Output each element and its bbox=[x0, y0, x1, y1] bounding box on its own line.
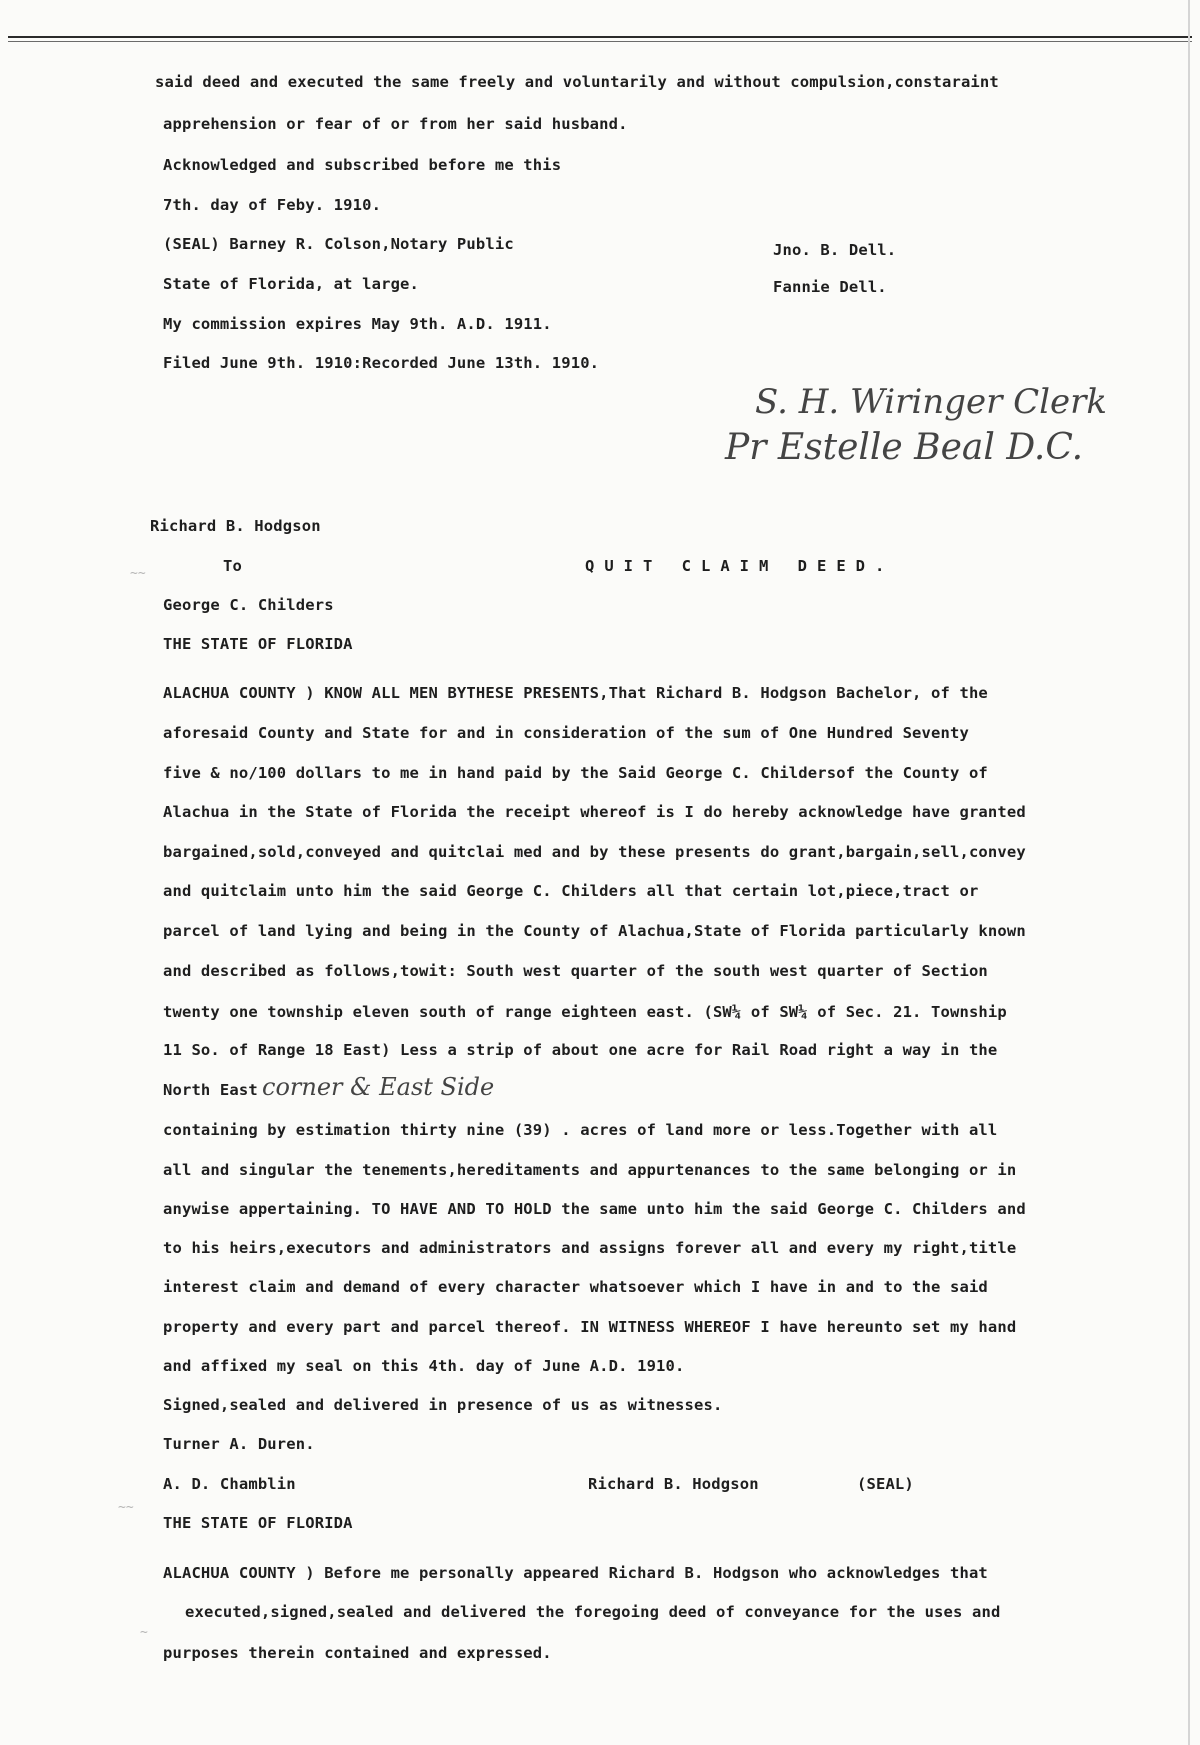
deed-body-line: five & no/100 dollars to me in hand paid by the Said George C. Childersof the County of bbox=[163, 764, 988, 782]
deed-body-line: twenty one township eleven south of range eighteen east. (SW¼ of SW¼ of Sec. 21. Township bbox=[163, 1003, 1007, 1021]
text-line: State of Florida, at large. bbox=[163, 275, 420, 293]
page-edge bbox=[1188, 0, 1190, 1745]
deed-body-line: Signed,sealed and delivered in presence of us as witnesses. bbox=[163, 1396, 723, 1414]
deed-body-line: property and every part and parcel thereof. IN WITNESS WHEREOF I have hereunto set my hand bbox=[163, 1318, 1017, 1336]
to-label: To bbox=[223, 557, 242, 575]
ack-body-line: executed,signed,sealed and delivered the foregoing deed of conveyance for the uses and bbox=[185, 1603, 1001, 1621]
clerk-signature: S. H. Wiringer Clerk bbox=[755, 382, 1108, 422]
deed-body-line: and described as follows,towit: South west quarter of the south west quarter of Section bbox=[163, 962, 988, 980]
deed-body-line: and affixed my seal on this 4th. day of June A.D. 1910. bbox=[163, 1357, 685, 1375]
signed-by-name: Richard B. Hodgson bbox=[588, 1475, 759, 1493]
deed-body-line: 11 So. of Range 18 East) Less a strip of about one acre for Rail Road right a way in the bbox=[163, 1041, 998, 1059]
seal-mark: (SEAL) bbox=[857, 1475, 914, 1493]
text-line: apprehension or fear of or from her said husband. bbox=[163, 115, 628, 133]
text-line: 7th. day of Feby. 1910. bbox=[163, 196, 382, 214]
deed-body-line: and quitclaim unto him the said George C. Childers all that certain lot,piece,tract or bbox=[163, 882, 979, 900]
ack-body-line: ALACHUA COUNTY ) Before me personally appeared Richard B. Hodgson who acknowledges that bbox=[163, 1564, 988, 1582]
bleed-through-mark: ~~ bbox=[130, 566, 146, 581]
signer-name: Fannie Dell. bbox=[773, 278, 887, 296]
deed-body-line: all and singular the tenements,hereditaments and appurtenances to the same belonging or in bbox=[163, 1161, 1017, 1179]
north-east-label: North East bbox=[163, 1081, 258, 1099]
grantor-name: Richard B. Hodgson bbox=[150, 517, 321, 535]
deed-body-line: containing by estimation thirty nine (39) . acres of land more or less.Together with all bbox=[163, 1121, 998, 1139]
grantee-name: George C. Childers bbox=[163, 596, 334, 614]
witness-name: A. D. Chamblin bbox=[163, 1475, 296, 1493]
bleed-through-mark: ~ bbox=[140, 1625, 148, 1640]
deed-body-line: to his heirs,executors and administrators and assigns forever all and every my right,title bbox=[163, 1239, 1017, 1257]
text-line: said deed and executed the same freely and voluntarily and without compulsion,constaraint bbox=[155, 73, 999, 91]
state-heading: THE STATE OF FLORIDA bbox=[163, 635, 353, 653]
deed-body-line: aforesaid County and State for and in consideration of the sum of One Hundred Seventy bbox=[163, 724, 969, 742]
top-rule bbox=[8, 36, 1192, 38]
clerk-signature: Pr Estelle Beal D.C. bbox=[725, 427, 1084, 468]
ack-body-line: purposes therein contained and expressed. bbox=[163, 1644, 552, 1662]
witness-name: Turner A. Duren. bbox=[163, 1435, 315, 1453]
text-line: Filed June 9th. 1910:Recorded June 13th. 1910. bbox=[163, 354, 600, 372]
signer-name: Jno. B. Dell. bbox=[773, 241, 897, 259]
text-line: My commission expires May 9th. A.D. 1911. bbox=[163, 315, 552, 333]
deed-body-line: anywise appertaining. TO HAVE AND TO HOLD the same unto him the said George C. Childers and bbox=[163, 1200, 1026, 1218]
deed-body-line: Alachua in the State of Florida the receipt whereof is I do hereby acknowledge have granted bbox=[163, 803, 1026, 821]
text-line: (SEAL) Barney R. Colson,Notary Public bbox=[163, 235, 514, 253]
state-heading: THE STATE OF FLORIDA bbox=[163, 1514, 353, 1532]
deed-body-line: interest claim and demand of every character whatsoever which I have in and to the said bbox=[163, 1278, 988, 1296]
deed-title: QUIT CLAIM DEED. bbox=[585, 557, 895, 575]
handwritten-insert: corner & East Side bbox=[262, 1073, 495, 1101]
deed-body-line: ALACHUA COUNTY ) KNOW ALL MEN BYTHESE PRESENTS,That Richard B. Hodgson Bachelor, of the bbox=[163, 684, 988, 702]
deed-body-line: parcel of land lying and being in the County of Alachua,State of Florida particularly known bbox=[163, 922, 1026, 940]
text-line: Acknowledged and subscribed before me this bbox=[163, 156, 562, 174]
bleed-through-mark: ~~ bbox=[118, 1500, 134, 1515]
deed-body-line: bargained,sold,conveyed and quitclai med and by these presents do grant,bargain,sell,convey bbox=[163, 843, 1026, 861]
top-rule-thin bbox=[8, 41, 1192, 42]
